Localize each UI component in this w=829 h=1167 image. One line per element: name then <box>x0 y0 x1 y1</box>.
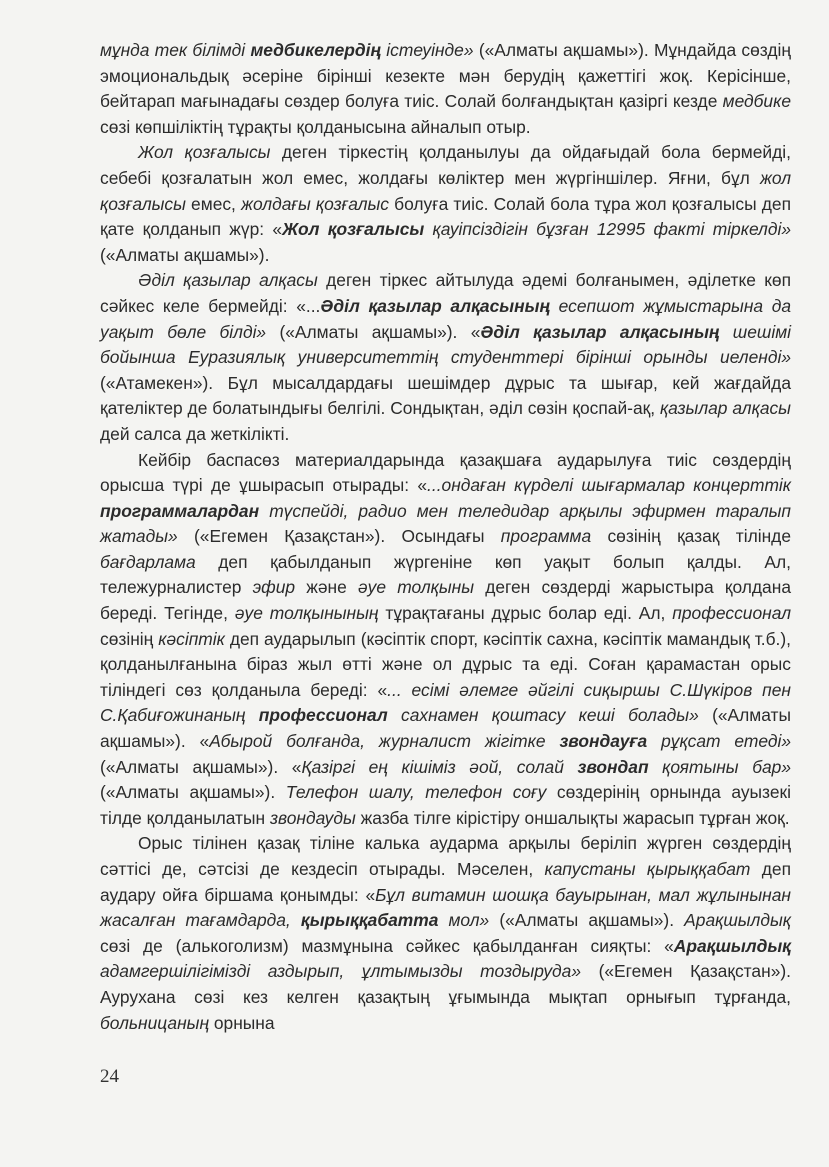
text-run: («Алматы ақшамы»). <box>100 782 286 803</box>
page-number: 24 <box>100 1066 119 1087</box>
italic-run: Арақшылдық <box>684 910 791 931</box>
italic-run: Абырой болғанда, журналист жігітке <box>209 731 560 752</box>
italic-run: ...ондаған күрделі шығармалар концерттік <box>427 475 792 496</box>
text-run: сөзінің қазақ тілінде <box>591 526 792 547</box>
italic-run: звондауды <box>269 807 356 828</box>
text-run: деген сөздерді жарыстыра қолдана береді. Тегінде, <box>100 577 791 624</box>
text-run: жазба тілге кірістіру оншалықты жарасып тұрған жоқ. <box>355 807 790 828</box>
bold-italic-run: профессионал <box>258 705 388 726</box>
italic-run: Телефон шалу, телефон соғу <box>285 782 547 803</box>
italic-run: істеуінде» <box>381 40 474 60</box>
italic-run: қауіпсіздігін бұзған 12995 факті тіркелді» <box>424 219 791 240</box>
text-run: болуға тиіс. Солай бола тұра жол қозғалысы деп қате қолданып жүр: « <box>100 193 791 240</box>
italic-run: мол» <box>438 910 490 931</box>
bold-italic-run: қырыққабатта <box>300 910 439 931</box>
italic-run: жол қозғалысы <box>100 167 791 214</box>
paragraph <box>100 268 791 447</box>
text-run: Кейбір баспасөз материалдарында қазақшаға аударылуға тиіс сөздердің орысша түрі де ұшырасып отырады: « <box>100 449 791 496</box>
bold-italic-run: Әділ қазылар алқасының <box>480 321 720 342</box>
italic-run: кәсіптік <box>158 628 225 649</box>
bold-italic-run: Әділ қазылар алқасының <box>320 295 550 316</box>
text-run: («Атамекен»). Бұл мысалдардағы шешімдер дұрыс та шығар, кей жағдайда қателіктер де болатындығы белгілі. Сондықтан, әділ сөзін қоспай-ақ, <box>100 372 791 419</box>
bold-italic-run: Арақшылдық <box>673 935 791 956</box>
italic-run: эфир <box>252 577 296 598</box>
italic-run: жолдағы қозғалыс <box>241 193 390 214</box>
bold-italic-run: Жол қозғалысы <box>282 219 425 240</box>
italic-run: профессионал <box>672 603 791 624</box>
italic-run: адамгершілігімізді аздырып, ұлтымызды тоздыруда» <box>100 961 581 982</box>
text-run: емес, <box>185 193 242 214</box>
text-run: («Алматы ақшамы»). Мұндайда сөздің эмоциональдық әсеріне бірінші кезекте мән берудің қажеттігі жоқ. Керісінше, бейтарап мағынадағы сөздер болуға тиіс. Солай болғандықтан қазіргі кезде <box>100 40 791 112</box>
italic-run: әуе толқыны <box>358 577 475 598</box>
italic-run: сахнамен қоштасу кеші болады» <box>387 705 699 726</box>
italic-run: больницаның <box>100 1012 210 1033</box>
italic-run: қоятыны бар» <box>648 756 791 777</box>
text-run: деген тіркестің қолданылуы да ойдағыдай бола бермейді, себебі қозғалатын жол емес, жолдағы көліктер мен жүргіншілер. Яғни, бұл <box>100 142 791 188</box>
italic-run: ... есімі әлемге әйгілі сиқыршы С.Шүкіров пен С.Қабиғожинаның <box>100 679 791 726</box>
italic-run: әуе толқынының <box>234 603 379 624</box>
bold-italic-run: медбикелердің <box>250 40 381 60</box>
italic-run: Әділ қазылар алқасы <box>138 270 318 291</box>
text-run: сөзі көпшіліктің тұрақты қолданысына айналып отыр. <box>100 116 531 137</box>
bold-italic-run: звондауға <box>559 731 648 752</box>
italic-run: түспейді, радио мен теледидар арқылы эфирмен таралып жатады» <box>100 500 791 547</box>
italic-run: қазылар алқасы <box>659 398 791 419</box>
text-run: дей салса да жеткілікті. <box>100 423 290 444</box>
text-run: («Алматы ақшамы»). « <box>266 321 481 342</box>
text-run: Орыс тілінен қазақ тіліне калька аударма арқылы беріліп жүрген сөздердің сәттісі де, сәтсізі де кездесіп отырады. Мәселен, <box>100 833 791 879</box>
text-run: («Алматы ақшамы»). « <box>100 705 791 752</box>
italic-run: рұқсат етеді» <box>647 731 791 752</box>
text-run: орнына <box>209 1012 275 1033</box>
italic-run: программа <box>500 526 592 547</box>
text-run: («Алматы ақшамы»). <box>489 910 685 931</box>
text-run: («Егемен Қазақстан»). Аурухана сөзі кез келген қазақтың ұғымында мықтап орнығып тұрғанда, <box>100 961 791 1007</box>
paragraph <box>100 448 791 832</box>
text-run: деп аудару ойға біршама қонымды: « <box>100 859 791 905</box>
text-run: тұрақтағаны дұрыс болар еді. Ал, <box>378 603 673 624</box>
text-run: сөздерінің орнында ауызекі тілде қолданылатын <box>100 782 791 828</box>
paragraph <box>100 140 791 268</box>
text-run: сөзінің <box>100 628 159 649</box>
text-run: деп аударылып (кәсіптік спорт, кәсіптік сахна, кәсіптік мамандық т.б.), қолданылғанына біраз жыл өтті және ол дұрыс та еді. Соған қарамастан орыс тіліндегі сөз қолданыла береді: « <box>100 628 791 700</box>
italic-run: капустаны қырыққабат <box>544 859 751 879</box>
italic-run: медбике <box>722 91 791 112</box>
text-run: және <box>295 577 359 598</box>
paragraph <box>100 831 791 1036</box>
text-run: («Алматы ақшамы»). <box>100 244 270 265</box>
text-run: сөзі де (алькоголизм) мазмұнына сәйкес қабылданған сияқты: « <box>100 935 674 956</box>
italic-run: Бұл витамин шошқа бауырынан, мал жұлынынан жасалған тағамдарда, <box>100 884 791 931</box>
text-run: деген тіркес айтылуда әдемі болғанымен, әдiлетке көп сәйкес келе бермейді: «... <box>100 270 792 316</box>
text-run: («Алматы ақшамы»). « <box>100 756 302 777</box>
bold-italic-run: звондап <box>577 756 649 777</box>
italic-run: бағдарлама <box>100 551 196 572</box>
italic-run: Жол қозғалысы <box>138 142 271 163</box>
italic-run: есепшот жұмыстарына да уақыт бөле білді» <box>100 295 791 342</box>
bold-italic-run: программалардан <box>100 500 260 521</box>
text-run: («Егемен Қазақстан»). Осындағы <box>177 526 501 547</box>
italic-run: шешімі бойынша Еуразиялық университеттің студенттері бірінші орынды иеленді» <box>100 321 791 368</box>
paragraph <box>100 38 791 140</box>
text-run: деп қабылданып жүргеніне көп уақыт болып қалды. Ал, тележурналистер <box>100 551 791 598</box>
italic-run: мұнда тек білімді <box>100 40 251 60</box>
page-text <box>100 38 791 1036</box>
italic-run: Қазіргі ең кішіміз әой, солай <box>301 756 578 777</box>
